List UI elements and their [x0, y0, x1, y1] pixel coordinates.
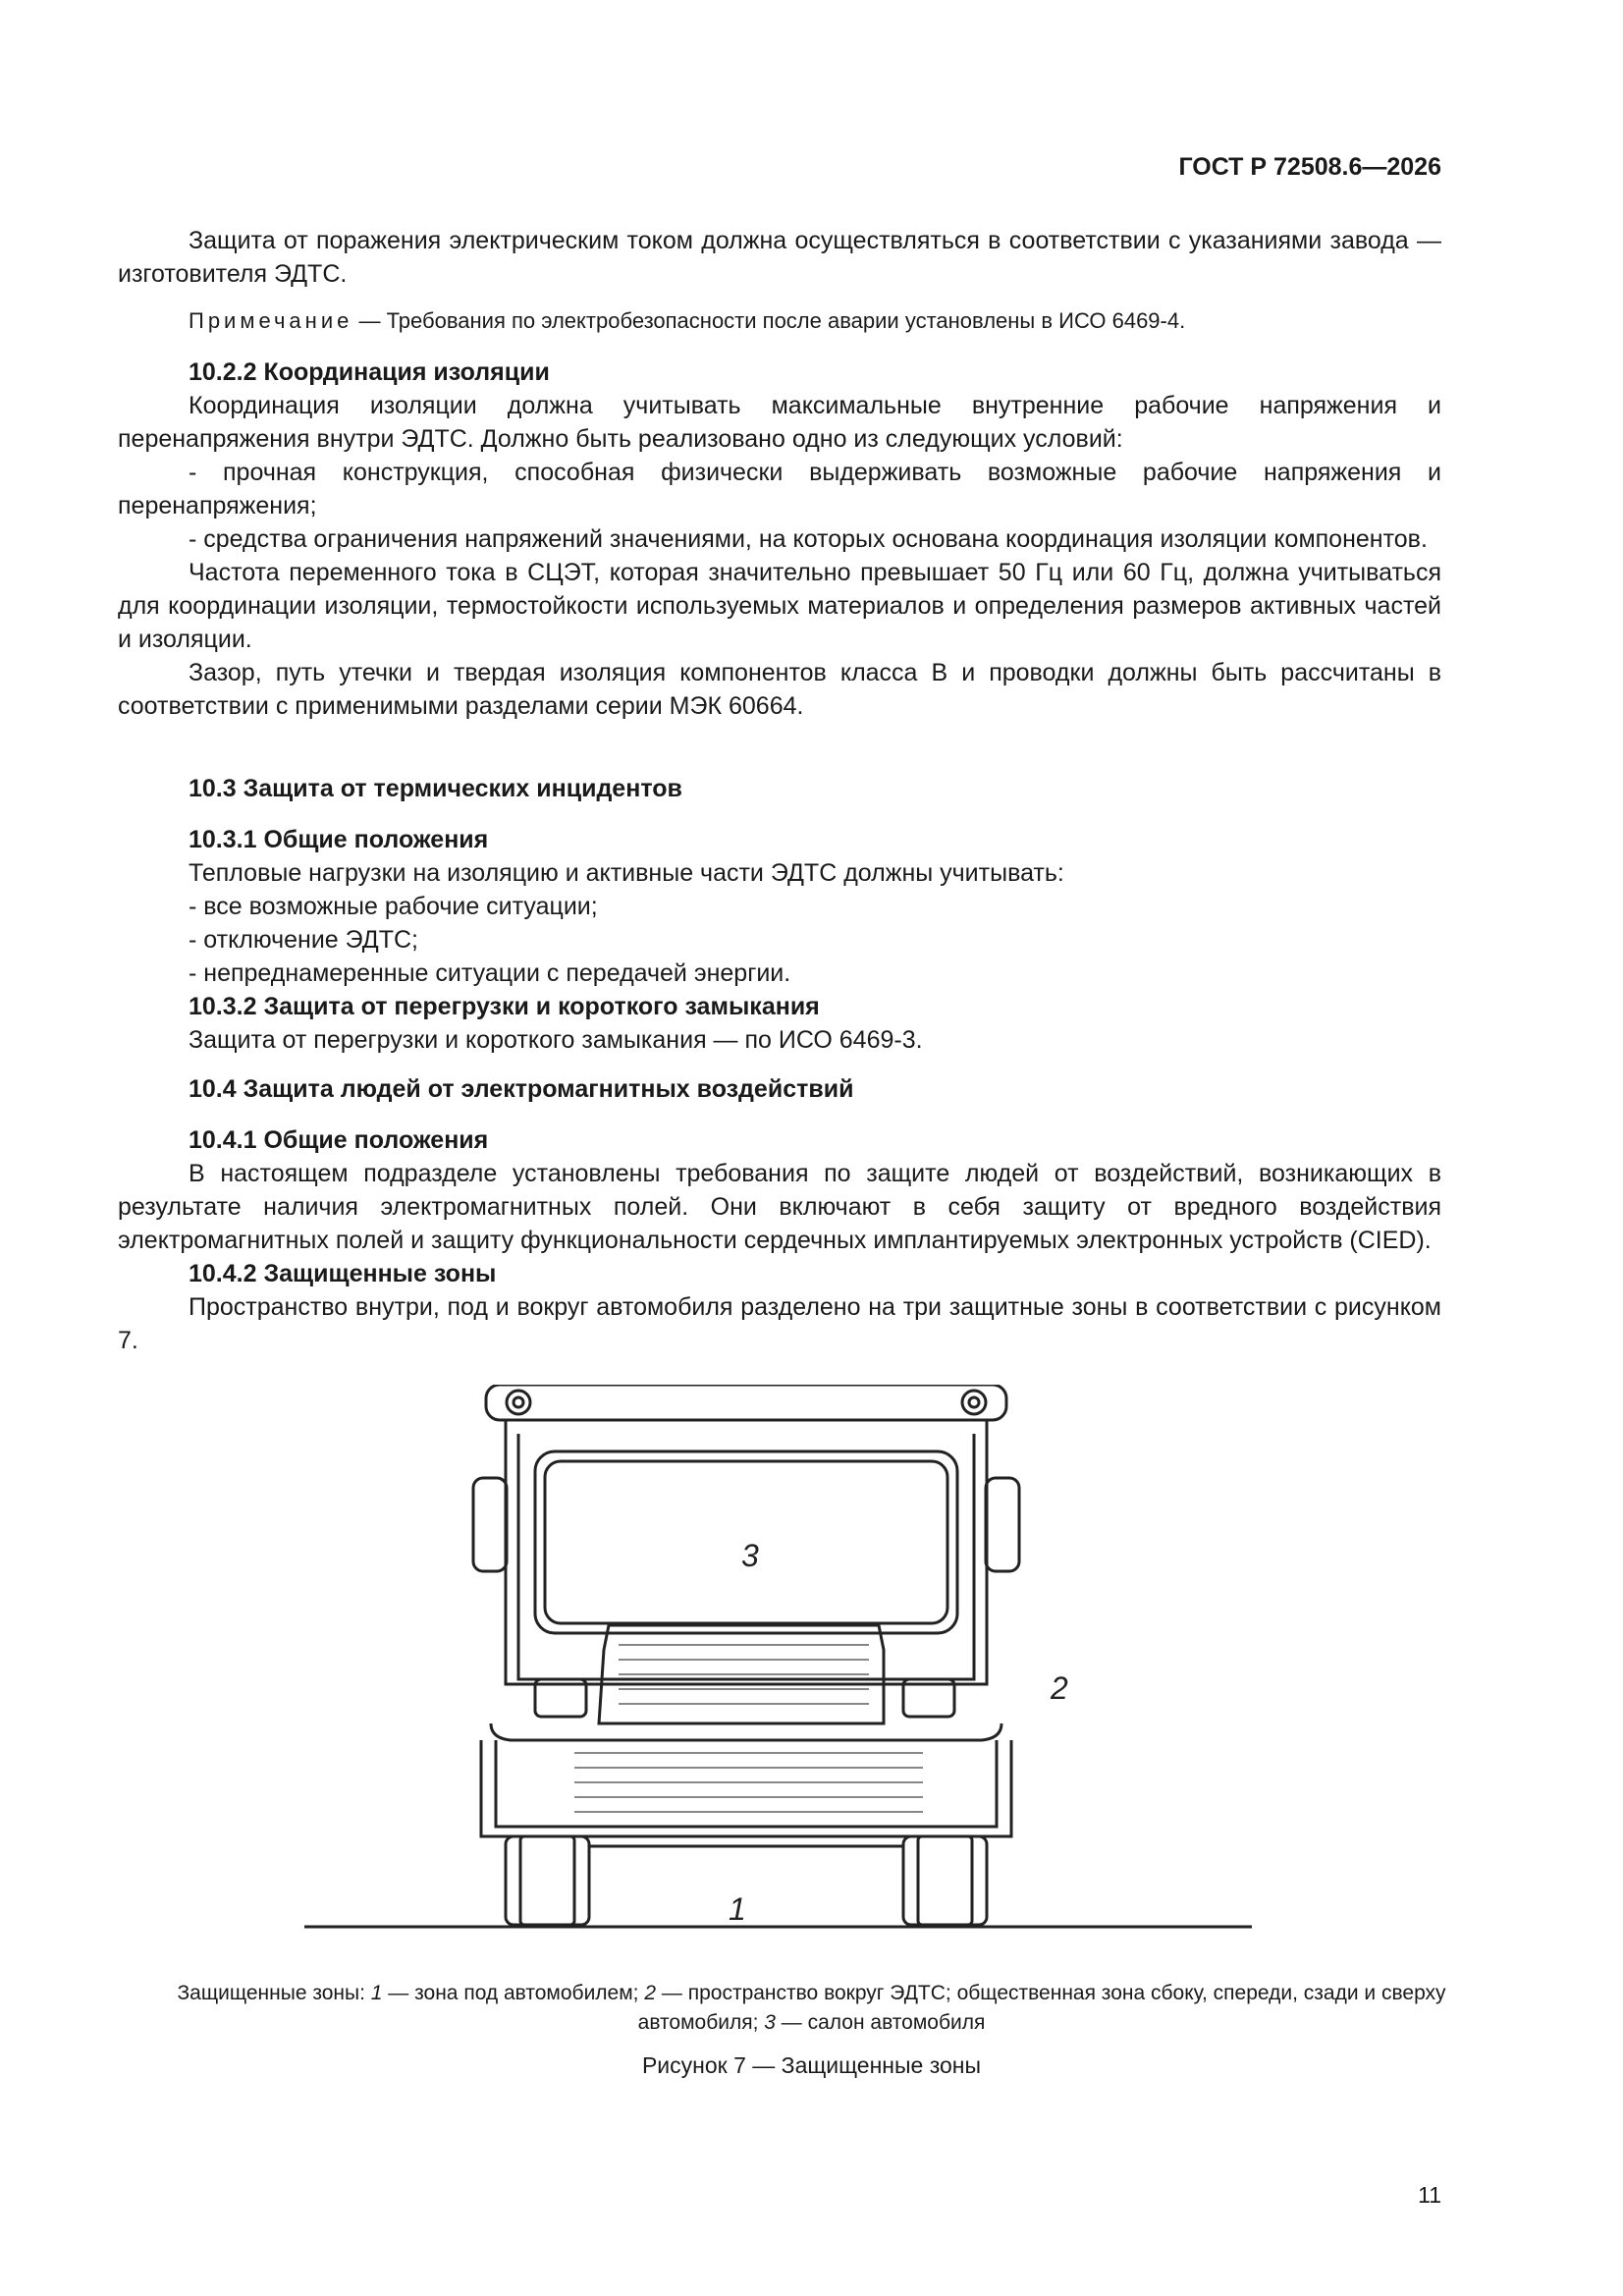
- legend-text-2: — пространство вокруг ЭДТС; общественная зона сбоку, спереди, сзади и сверху автомобиля;: [637, 1982, 1446, 2034]
- wheel-right-inner: [918, 1836, 972, 1925]
- heading-10-3: 10.3 Защита от термических инцидентов: [189, 775, 682, 802]
- section-10-4-1: [118, 1123, 1441, 1357]
- paragraph: Пространство внутри, под и вокруг автомобиля разделено на три защитные зоны в соответствии с рисунком 7.: [118, 1293, 1441, 1354]
- list-item: - непреднамеренные ситуации с передачей энергии.: [189, 959, 791, 987]
- paragraph: Частота переменного тока в СЦЭТ, которая значительно превышает 50 Гц или 60 Гц, должна учитываться для координации изоляции, термостойкости используемых материалов и определения размеров активных частей и изоляции.: [118, 559, 1441, 653]
- bumper: [481, 1740, 1011, 1836]
- heading-10-3-1: 10.3.1 Общие положения: [189, 826, 489, 853]
- paragraph: - средства ограничения напряжений значениями, на которых основана координация изоляции компонентов.: [189, 525, 1428, 553]
- paragraph: Защита от перегрузки и короткого замыкания — по ИСО 6469-3.: [189, 1026, 923, 1054]
- note: [118, 306, 1441, 336]
- list-item: - все возможные рабочие ситуации;: [189, 893, 598, 920]
- legend-num-1: 1: [370, 1982, 383, 2004]
- wheel-left-inner: [520, 1836, 574, 1925]
- bumper-slats: [574, 1753, 923, 1812]
- figure-legend: [147, 1979, 1476, 2038]
- paragraph: - прочная конструкция, способная физически выдерживать возможные рабочие напряжения и перенапряжения;: [118, 459, 1441, 519]
- paragraph: Защита от поражения электрическим током должна осуществляться в соответствии с указаниями завода — изготовителя ЭДТС.: [118, 227, 1441, 288]
- wheel-right: [903, 1836, 987, 1925]
- heading-10-4: 10.4 Защита людей от электромагнитных воздействий: [189, 1075, 854, 1103]
- note-label: Примечание: [189, 308, 353, 333]
- figure-title: Рисунок 7 — Защищенные зоны: [641, 2052, 982, 2078]
- legend-num-2: 2: [644, 1982, 657, 2004]
- legend-prefix: Защищенные зоны:: [177, 1982, 371, 2004]
- section-10-3: [118, 772, 1441, 805]
- heading-10-2-2: 10.2.2 Координация изоляции: [189, 358, 550, 386]
- zone-label-2: 2: [1051, 1670, 1068, 1706]
- paragraph: В настоящем подразделе установлены требования по защите людей от воздействий, возникающих в результате наличия электромагнитных полей. Они включают в себя защиту от вредного воздействия электромагнитных полей и защиту функциональности сердечных имплантируемых электронных устройств (CIED).: [118, 1160, 1441, 1254]
- heading-10-4-2: 10.4.2 Защищенные зоны: [189, 1260, 497, 1287]
- heading-10-3-2: 10.3.2 Защита от перегрузки и короткого замыкания: [189, 993, 820, 1020]
- section-10-2-2: [118, 355, 1441, 723]
- list-item: - отключение ЭДТС;: [189, 926, 418, 954]
- section-electric-shock: [118, 224, 1441, 291]
- roof-lamp-left-inner: [514, 1397, 523, 1407]
- bumper-top: [491, 1723, 1001, 1740]
- figure-protected-zones: [295, 1385, 1267, 1944]
- paragraph: Тепловые нагрузки на изоляцию и активные части ЭДТС должны учитывать:: [189, 859, 1064, 887]
- mirror-right: [986, 1478, 1019, 1571]
- paragraph: Координация изоляции должна учитывать максимальные внутренние рабочие напряжения и перенапряжения внутри ЭДТС. Должно быть реализовано одно из следующих условий:: [118, 392, 1441, 453]
- grille-slats: [619, 1645, 869, 1704]
- legend-num-3: 3: [764, 2011, 776, 2034]
- document-code: ГОСТ Р 72508.6—2026: [1178, 153, 1441, 181]
- legend-text-3: — салон автомобиля: [775, 2011, 986, 2034]
- heading-10-4-1: 10.4.1 Общие положения: [189, 1126, 489, 1154]
- mirror-left: [473, 1478, 507, 1571]
- page-number: 11: [1418, 2182, 1441, 2208]
- roof-lamp-right: [962, 1391, 986, 1414]
- zone-label-1: 1: [729, 1891, 746, 1927]
- roof-lamp-left: [507, 1391, 530, 1414]
- wheel-left: [506, 1836, 589, 1925]
- roof-lamp-right-inner: [969, 1397, 979, 1407]
- note-text: — Требования по электробезопасности после аварии установлены в ИСО 6469-4.: [352, 308, 1186, 333]
- legend-text-1: — зона под автомобилем;: [382, 1982, 645, 2004]
- zone-label-3: 3: [741, 1538, 759, 1573]
- roof-bar: [486, 1385, 1006, 1420]
- section-10-4: [118, 1072, 1441, 1106]
- paragraph: Зазор, путь утечки и твердая изоляция компонентов класса B и проводки должны быть рассчитаны в соответствии с применимыми разделами серии МЭК 60664.: [118, 659, 1441, 720]
- section-10-3-1: [118, 823, 1441, 1057]
